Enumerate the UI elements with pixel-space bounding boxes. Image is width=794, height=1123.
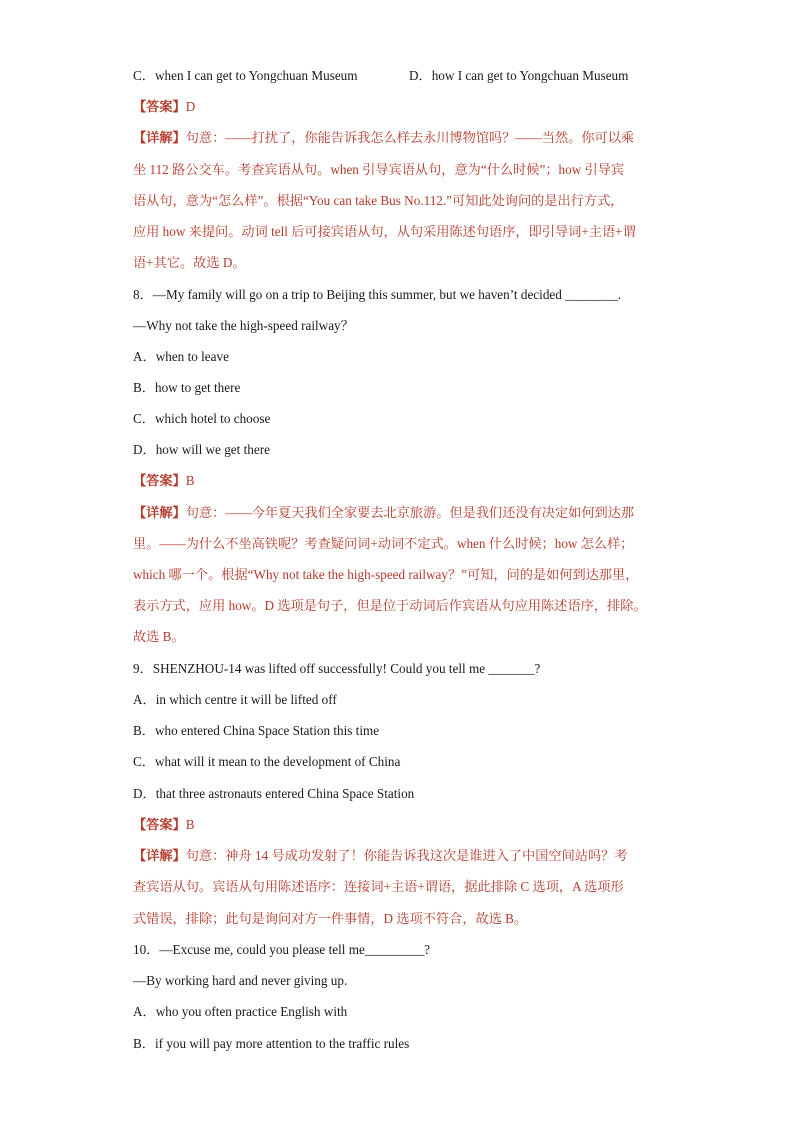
q9-detail-line-3: 式错误，排除；此句是询问对方一件事情，D 选项不符合，故选 B。 <box>133 911 528 926</box>
q7-answer <box>133 98 195 116</box>
q8-detail-line-4: 表示方式，应用 how。D 选项是句子，但是位于动词后作宾语从句应用陈述语序，排除。 <box>133 598 647 613</box>
q8-detail-tag: 【详解】 <box>133 505 186 520</box>
q9-detail-text: 句意：神舟 14 号成功发射了！你能告诉我这次是谁进入了中国空间站吗？考 <box>185 848 628 863</box>
q8-detail-text: 句意：——今年夏天我们全家要去北京旅游。但是我们还没有决定如何到达那 <box>185 505 635 520</box>
q9-answer-tag: 【答案】 <box>133 817 186 832</box>
q8-answer-value: B <box>185 473 195 488</box>
q8-option-c: C．which hotel to choose <box>133 411 271 426</box>
q10-option-a: A．who you often practice English with <box>133 1004 348 1019</box>
q7-detail-text: 句意：——打扰了，你能告诉我怎么样去永川博物馆吗？——当然。你可以乘 <box>185 130 635 145</box>
q10-reply: —By working hard and never giving up. <box>133 973 348 988</box>
q9-detail-line-2: 查宾语从句。宾语从句用陈述语序：连接词+主语+谓语，据此排除 C 选项，A 选项形 <box>133 879 624 894</box>
q9-option-b: B．who entered China Space Station this time <box>133 723 380 738</box>
q8-detail-line-3: which 哪一个。根据“Why not take the high-speed railway？”可知，问的是如何到达那里， <box>133 567 639 582</box>
q8-answer <box>133 472 195 490</box>
q9-answer-value: B <box>185 817 195 832</box>
q9-detail-line-1 <box>133 847 628 865</box>
q7-detail-line-5: 语+其它。故选 D。 <box>133 255 246 270</box>
q8-stem: 8．—My family will go on a trip to Beijing this summer, but we haven’t decided ________. <box>133 287 622 302</box>
q7-answer-tag: 【答案】 <box>133 99 186 114</box>
q7-detail-line-3: 语从句，意为“怎么样”。根据“You can take Bus No.112.”可知此处询问的是出行方式， <box>133 193 624 208</box>
q9-option-a: A．in which centre it will be lifted off <box>133 692 337 707</box>
q8-option-d: D．how will we get there <box>133 442 270 457</box>
q9-option-c: C．what will it mean to the development of China <box>133 754 401 769</box>
q7-detail-line-4: 应用 how 来提问。动词 tell 后可接宾语从句，从句采用陈述句语序，即引导词+主语+谓 <box>133 224 636 239</box>
q9-option-d: D．that three astronauts entered China Space Station <box>133 786 415 801</box>
q7-option-c: C．when I can get to Yongchuan Museum <box>133 68 358 83</box>
q7-options-row <box>133 67 629 85</box>
q8-reply: —Why not take the high-speed railway？ <box>133 318 354 333</box>
q8-detail-line-1 <box>133 504 634 522</box>
q9-answer <box>133 816 195 834</box>
q7-detail-line-1 <box>133 129 634 147</box>
q7-option-d: D．how I can get to Yongchuan Museum <box>409 68 629 83</box>
q7-detail-line-2: 坐 112 路公交车。考查宾语从句。when 引导宾语从句，意为“什么时候”；how 引导宾 <box>133 162 625 177</box>
q9-stem: 9．SHENZHOU-14 was lifted off successfully! Could you tell me _______? <box>133 661 541 676</box>
q8-detail-line-5: 故选 B。 <box>133 629 185 644</box>
q10-stem: 10．—Excuse me, could you please tell me_________? <box>133 942 431 957</box>
q8-detail-line-2: 里。——为什么不坐高铁呢？考查疑问词+动词不定式。when 什么时候；how 怎么样； <box>133 536 634 551</box>
q8-answer-tag: 【答案】 <box>133 473 186 488</box>
q8-option-a: A．when to leave <box>133 349 229 364</box>
q9-detail-tag: 【详解】 <box>133 848 186 863</box>
q7-detail-tag: 【详解】 <box>133 130 186 145</box>
q10-option-b: B．if you will pay more attention to the traffic rules <box>133 1036 410 1051</box>
q8-option-b: B．how to get there <box>133 380 241 395</box>
q7-answer-value: D <box>185 99 196 114</box>
